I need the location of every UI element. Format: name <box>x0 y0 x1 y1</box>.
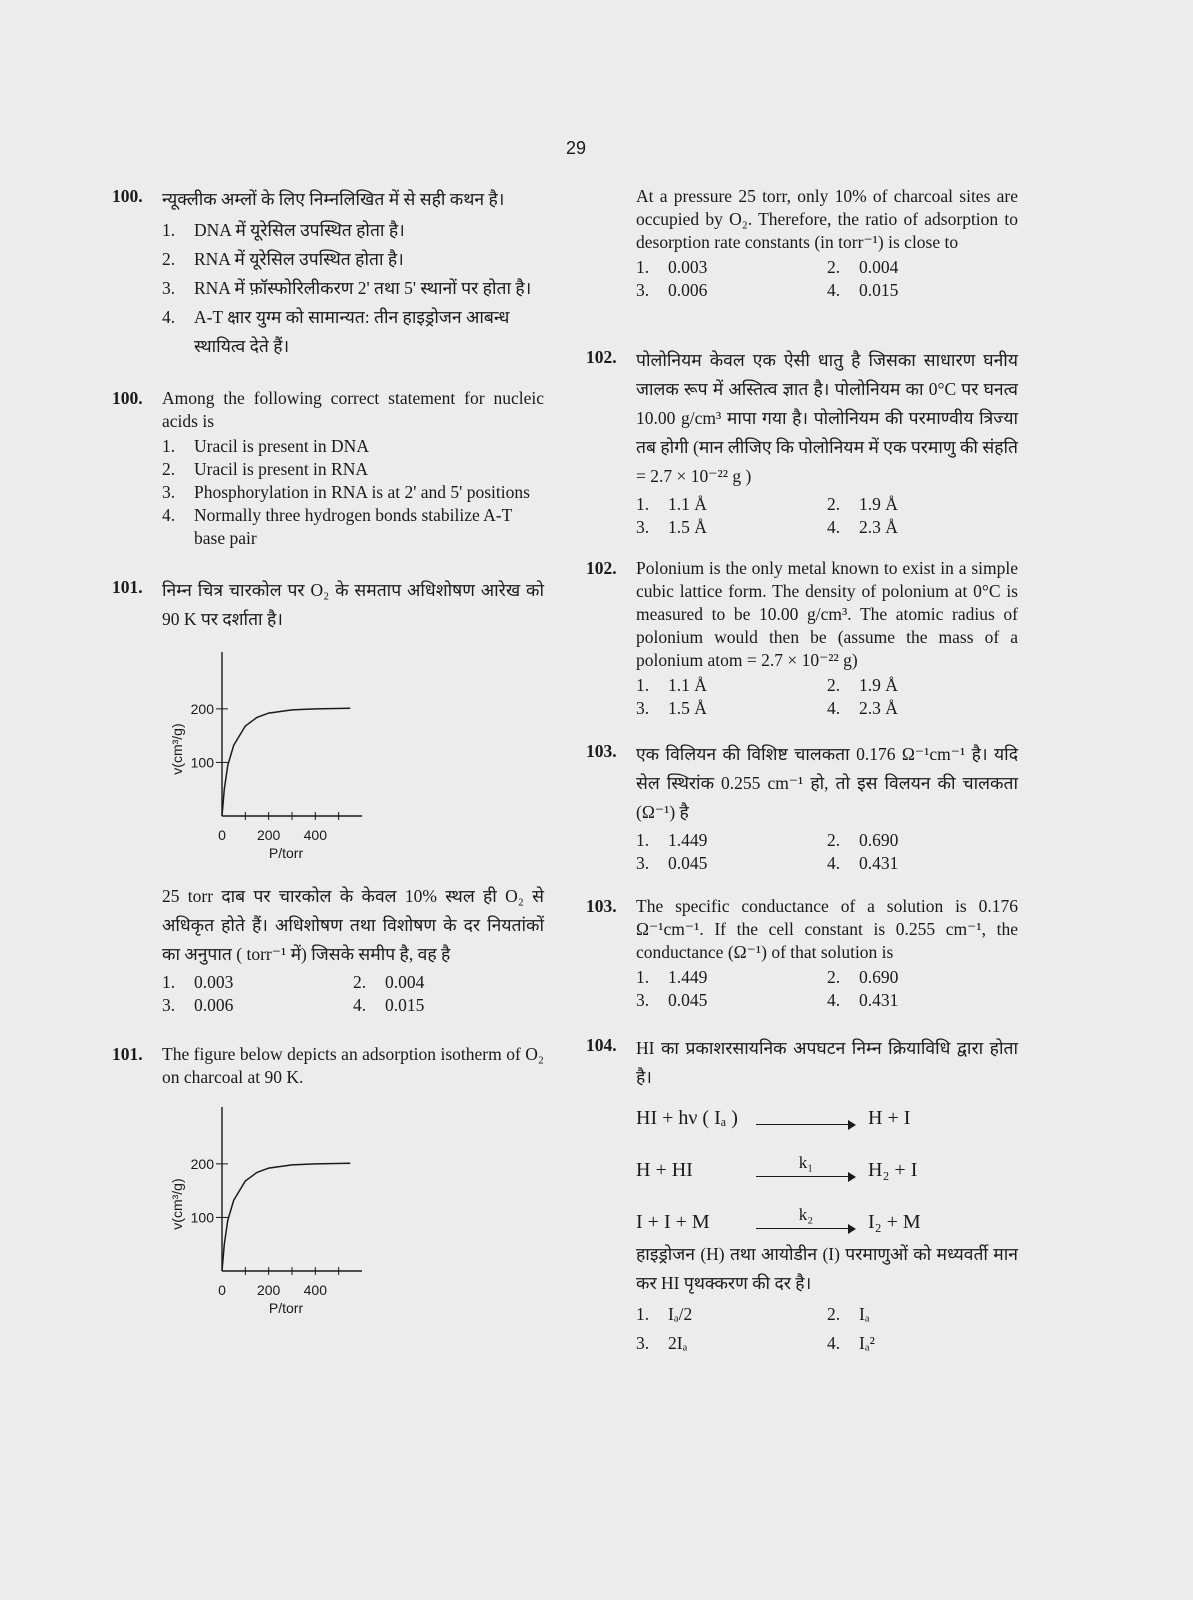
option-number: 2. <box>827 967 841 987</box>
reaction-arrow <box>756 1206 856 1234</box>
option-number: 1. <box>162 972 176 992</box>
option-text: Normally three hydrogen bonds stabilize A-T base pair <box>194 505 513 548</box>
mechanism-step-2 <box>636 1130 1018 1182</box>
question-101-hindi <box>112 576 544 1017</box>
question-100-english <box>112 387 544 550</box>
option-text: Uracil is present in RNA <box>194 459 368 479</box>
question-stem: The figure below depicts an adsorption isotherm of O₂ on charcoal at 90 K. <box>162 1044 544 1087</box>
isotherm-curve <box>222 708 350 816</box>
question-continuation: At a pressure 25 torr, only 10% of charcoal sites are occupied by O₂. Therefore, the ratio of adsorption to desorption rate constants (in torr⁻¹) is close to <box>636 186 1018 252</box>
options-grid <box>636 829 1018 875</box>
question-number: 101. <box>112 1044 143 1064</box>
options-grid <box>636 1300 1018 1358</box>
option-number: 2. <box>162 249 176 269</box>
rate-constant: k₁ <box>798 1153 814 1172</box>
y-tick-label: 100 <box>190 754 214 771</box>
option-2 <box>827 1300 1018 1329</box>
option-number: 1. <box>162 220 176 240</box>
option-text: 0.006 <box>668 280 708 300</box>
option-text: DNA में यूरेसिल उपस्थित होता है। <box>194 220 405 240</box>
option-2 <box>827 829 1018 852</box>
x-tick-label: 200 <box>256 827 281 843</box>
page-number: 29 <box>566 138 587 158</box>
question-number: 103. <box>586 896 617 916</box>
mechanism-step-3 <box>636 1182 1018 1234</box>
question-stem: HI का प्रकाशरसायनिक अपघटन निम्न क्रियाविधि द्वारा होता है। <box>636 1038 1018 1087</box>
y-tick-label: 200 <box>190 700 214 717</box>
option-2 <box>827 493 1018 516</box>
option-2 <box>827 256 1018 279</box>
option-number: 2. <box>827 830 841 850</box>
question-number: 104. <box>586 1035 617 1055</box>
x-tick-label: 0 <box>218 1282 226 1298</box>
option-number: 1. <box>636 830 650 850</box>
options-grid <box>636 966 1018 1012</box>
question-stem: Among the following correct statement for nucleic acids is <box>162 388 544 431</box>
question-number: 103. <box>586 741 617 761</box>
mechanism-step-1 <box>636 1098 1018 1130</box>
option-1 <box>636 674 827 697</box>
option-text: 0.003 <box>668 257 708 277</box>
option-number: 2. <box>162 459 176 479</box>
question-continuation: 25 torr दाब पर चारकोल के केवल 10% स्थल ही O₂ से अधिकृत होते हैं। अधिशोषण तथा विशोषण के दर नियतांकों का अनुपात ( torr⁻¹ में) जिसके समीप है, वह है <box>162 886 544 964</box>
option-text: 1.449 <box>668 967 708 987</box>
reactants: H + HI <box>636 1159 693 1181</box>
question-stem: निम्न चित्र चारकोल पर O₂ के समताप अधिशोषण आरेख को 90 K पर दर्शाता है। <box>162 580 544 629</box>
option-4 <box>827 516 1018 539</box>
option-number: 4. <box>827 517 841 537</box>
option-text: 0.015 <box>385 995 425 1015</box>
option-number: 3. <box>636 853 650 873</box>
question-number: 101. <box>112 577 143 597</box>
products: H₂ + I <box>868 1159 918 1181</box>
options-grid <box>162 971 544 1017</box>
option-number: 3. <box>636 698 650 718</box>
option-number: 1. <box>636 257 650 277</box>
option-number: 3. <box>636 517 650 537</box>
question-101-english <box>112 1043 544 1333</box>
option-text: 1.5 Å <box>668 698 707 718</box>
option-number: 2. <box>827 675 841 695</box>
option-number: 3. <box>162 278 176 298</box>
question-102-hindi <box>586 346 1018 539</box>
isotherm-curve <box>222 1163 350 1271</box>
option-4 <box>162 303 544 361</box>
option-text: 2Iₐ <box>668 1333 688 1353</box>
products: H + I <box>868 1107 911 1129</box>
option-1 <box>162 971 353 994</box>
x-tick-label: 400 <box>303 827 328 843</box>
option-3 <box>636 852 827 875</box>
option-4 <box>827 697 1018 720</box>
options-grid <box>636 674 1018 720</box>
option-text: RNA में यूरेसिल उपस्थित होता है। <box>194 249 404 269</box>
question-103-hindi <box>586 740 1018 875</box>
option-2 <box>162 245 544 274</box>
option-text: Phosphorylation in RNA is at 2' and 5' positions <box>194 482 530 502</box>
question-number: 102. <box>586 347 617 367</box>
option-number: 2. <box>827 257 841 277</box>
adsorption-isotherm-chart <box>162 1103 422 1333</box>
option-text: 2.3 Å <box>859 698 898 718</box>
options-list <box>162 435 544 550</box>
option-4 <box>827 989 1018 1012</box>
option-number: 4. <box>827 853 841 873</box>
option-text: 0.045 <box>668 853 708 873</box>
option-number: 4. <box>827 698 841 718</box>
option-3 <box>162 994 353 1017</box>
option-text: Iₐ <box>859 1304 870 1324</box>
option-text: 1.1 Å <box>668 675 707 695</box>
y-axis-label: v(cm³/g) <box>169 1178 185 1230</box>
question-number: 102. <box>586 558 617 578</box>
question-102-english <box>586 557 1018 720</box>
option-3 <box>162 274 544 303</box>
option-number: 3. <box>636 280 650 300</box>
question-stem: Polonium is the only metal known to exist in a simple cubic lattice form. The density of polonium at 0°C is measured to be 10.00 g/cm³. The atomic radius of polonium would then be (assume the mass of a polonium atom = 2.7 × 10⁻²² g) <box>636 558 1018 670</box>
reactants: I + I + M <box>636 1211 710 1233</box>
question-104-hindi <box>586 1034 1018 1358</box>
option-number: 4. <box>353 995 367 1015</box>
question-103-english <box>586 895 1018 1012</box>
option-text: 0.004 <box>385 972 425 992</box>
option-number: 4. <box>162 307 176 327</box>
option-1 <box>636 829 827 852</box>
option-2 <box>827 966 1018 989</box>
option-text: 1.1 Å <box>668 494 707 514</box>
option-number: 4. <box>827 990 841 1010</box>
x-tick-label: 0 <box>218 827 226 843</box>
option-text: 0.004 <box>859 257 899 277</box>
option-number: 4. <box>162 505 176 525</box>
option-2 <box>353 971 544 994</box>
option-4 <box>162 504 544 550</box>
option-text: Iₐ/2 <box>668 1304 693 1324</box>
option-4 <box>827 1329 1018 1358</box>
y-tick-label: 100 <box>190 1209 214 1226</box>
question-stem: The specific conductance of a solution is 0.176 Ω⁻¹cm⁻¹. If the cell constant is 0.255 cm⁻¹, the conductance (Ω⁻¹) of that solution is <box>636 896 1018 962</box>
option-1 <box>636 966 827 989</box>
option-1 <box>636 256 827 279</box>
option-number: 3. <box>636 990 650 1010</box>
option-text: 0.431 <box>859 990 899 1010</box>
option-number: 2. <box>827 1304 841 1324</box>
reaction-arrow <box>756 1120 856 1130</box>
question-number: 100. <box>112 186 143 206</box>
option-number: 1. <box>162 436 176 456</box>
option-text: 1.5 Å <box>668 517 707 537</box>
products: I₂ + M <box>868 1211 921 1233</box>
reactants: HI + hν ( Iₐ ) <box>636 1107 738 1129</box>
option-text: 0.690 <box>859 967 899 987</box>
option-2 <box>162 458 544 481</box>
option-3 <box>636 989 827 1012</box>
option-text: A-T क्षार युग्म को सामान्यत: तीन हाइड्रोजन आबन्ध स्थायित्व देते हैं। <box>194 307 510 356</box>
option-3 <box>636 1329 827 1358</box>
option-text: 1.9 Å <box>859 494 898 514</box>
option-number: 3. <box>636 1333 650 1353</box>
x-tick-label: 200 <box>256 1282 281 1298</box>
reaction-mechanism <box>636 1098 1018 1234</box>
right-column <box>586 185 1018 1358</box>
reaction-arrow <box>756 1154 856 1182</box>
question-stem: न्यूक्लीक अम्लों के लिए निम्नलिखित में से सही कथन है। <box>162 189 505 209</box>
option-1 <box>636 1300 827 1329</box>
left-column <box>112 185 544 1333</box>
option-text: 1.449 <box>668 830 708 850</box>
option-text: 0.006 <box>194 995 234 1015</box>
option-number: 4. <box>827 280 841 300</box>
option-number: 1. <box>636 1304 650 1324</box>
option-4 <box>827 279 1018 302</box>
option-4 <box>353 994 544 1017</box>
y-tick-label: 200 <box>190 1155 214 1172</box>
option-text: Iₐ² <box>859 1333 875 1353</box>
option-1 <box>162 435 544 458</box>
option-2 <box>827 674 1018 697</box>
options-list <box>162 216 544 361</box>
option-number: 3. <box>162 995 176 1015</box>
option-number: 1. <box>636 675 650 695</box>
y-axis-label: v(cm³/g) <box>169 723 185 775</box>
question-number: 100. <box>112 388 143 408</box>
option-text: 0.431 <box>859 853 899 873</box>
option-3 <box>636 279 827 302</box>
option-number: 3. <box>162 482 176 502</box>
question-101-english-continued <box>586 185 1018 302</box>
option-1 <box>636 493 827 516</box>
option-text: 0.015 <box>859 280 899 300</box>
option-text: 2.3 Å <box>859 517 898 537</box>
options-grid <box>636 493 1018 539</box>
option-text: 0.045 <box>668 990 708 1010</box>
option-text: 0.690 <box>859 830 899 850</box>
option-number: 1. <box>636 494 650 514</box>
option-number: 2. <box>353 972 367 992</box>
x-tick-label: 400 <box>303 1282 328 1298</box>
option-3 <box>162 481 544 504</box>
question-100-hindi <box>112 185 544 361</box>
option-4 <box>827 852 1018 875</box>
options-grid <box>636 256 1018 302</box>
option-3 <box>636 516 827 539</box>
x-axis-label: P/torr <box>268 845 304 861</box>
question-stem: एक विलियन की विशिष्ट चालकता 0.176 Ω⁻¹cm⁻¹ है। यदि सेल स्थिरांक 0.255 cm⁻¹ हो, तो इस विलयन की चालकता (Ω⁻¹) है <box>636 744 1018 822</box>
option-text: 1.9 Å <box>859 675 898 695</box>
option-text: 0.003 <box>194 972 234 992</box>
question-stem: पोलोनियम केवल एक ऐसी धातु है जिसका साधारण घनीय जालक रूप में अस्तित्व ज्ञात है। पोलोनियम का 0°C पर घनत्व 10.00 g/cm³ मापा गया है। पोलोनियम की परमाण्वीय त्रिज्या तब होगी (मान लीजिए कि पोलोनियम में एक परमाणु की संहति = 2.7 × 10⁻²² g ) <box>636 350 1018 486</box>
question-continuation: हाइड्रोजन (H) तथा आयोडीन (I) परमाणुओं को मध्यवर्ती मान कर HI पृथक्करण की दर है। <box>636 1244 1018 1293</box>
x-axis-label: P/torr <box>268 1300 304 1316</box>
option-number: 4. <box>827 1333 841 1353</box>
option-number: 1. <box>636 967 650 987</box>
option-number: 2. <box>827 494 841 514</box>
adsorption-isotherm-chart <box>162 648 422 878</box>
rate-constant: k₂ <box>798 1205 814 1224</box>
option-3 <box>636 697 827 720</box>
option-text: RNA में फ़ॉस्फोरिलीकरण 2' तथा 5' स्थानों पर होता है। <box>194 278 532 298</box>
option-text: Uracil is present in DNA <box>194 436 369 456</box>
option-1 <box>162 216 544 245</box>
